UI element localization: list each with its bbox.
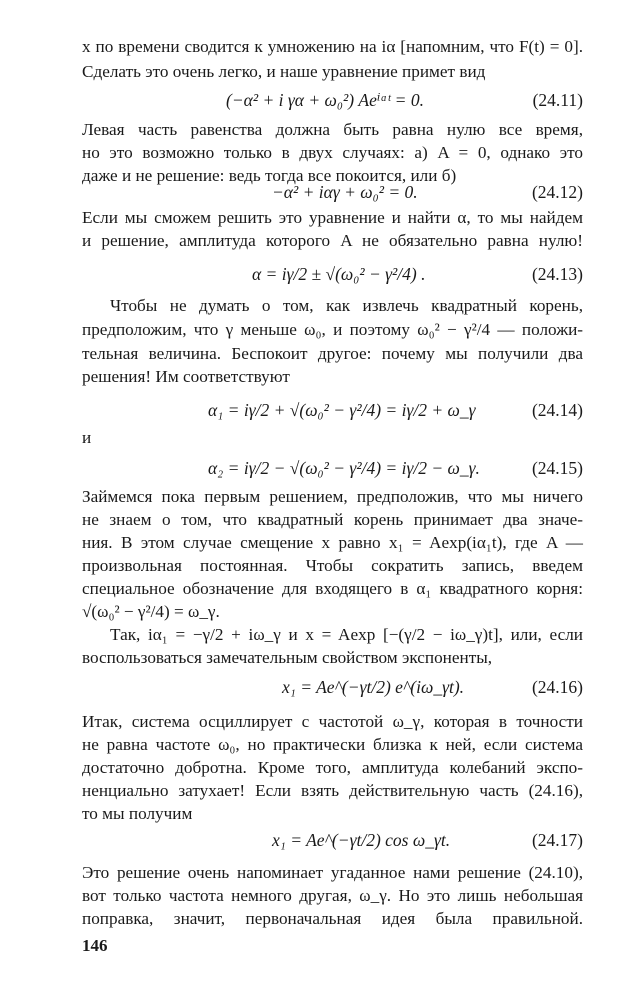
text-line: не знаем о том, что квадратный корень принимает два значе- — [82, 510, 583, 529]
text-line: Чтобы не думать о том, как извлечь квадратный корень, — [110, 296, 583, 315]
text-line: ния. В этом случае смещение x равно x₁ = Aexp(iα₁t), где A — — [82, 533, 583, 552]
equation-formula: α₂ = iγ/2 − √(ω₀² − γ²/4) = iγ/2 − ω_γ. — [208, 458, 480, 478]
equation-formula: (−α² + i γα + ω₀²) Aeⁱᵅᵗ = 0. — [226, 90, 424, 110]
text-line: тельная величина. Беспокоит другое: почему мы получили два — [82, 344, 583, 363]
equation-formula: x₁ = Ae^(−γt/2) cos ω_γt. — [272, 830, 451, 850]
equation-number: (24.16) — [531, 677, 583, 697]
text-line: то мы получим — [82, 804, 193, 823]
text-line: но это возможно только в двух случаях: а) A = 0, однако это — [82, 143, 583, 162]
equation-number: (24.17) — [531, 830, 583, 850]
text-line: и решение, амплитуда которого A не обязательно равна нулю! — [82, 231, 583, 250]
text-line: решения! Им соответствуют — [82, 367, 290, 386]
text-line: достаточно добротна. Кроме того, амплитуда колебаний экспо- — [82, 758, 583, 777]
text-line: даже и не решение: ведь тогда все покоится, или б) — [82, 166, 457, 185]
text-line: Это решение очень напоминает угаданное нами решение (24.10), — [82, 863, 583, 882]
equation-number: (24.15) — [531, 458, 583, 478]
page-number: 146 — [82, 936, 108, 955]
text-line: √(ω₀² − γ²/4) = ω_γ. — [82, 602, 220, 621]
text-line: предположим, что γ меньше ω₀, и поэтому ω₀² − γ²/4 — положи- — [82, 320, 583, 339]
text-line: Сделать это очень легко, и наше уравнение примет вид — [82, 62, 486, 81]
text-line: вот только частота немного другая, ω_γ. Но это лишь небольшая — [82, 886, 583, 905]
text-line: не равна частоте ω₀, но практически близка к ней, если система — [82, 735, 583, 754]
equation-number: (24.14) — [531, 400, 583, 420]
equation-formula: α₁ = iγ/2 + √(ω₀² − γ²/4) = iγ/2 + ω_γ — [208, 400, 476, 420]
text-line: Если мы сможем решить это уравнение и найти α, то мы найдем — [82, 208, 583, 227]
equation-formula: x₁ = Ae^(−γt/2) e^(iω_γt). — [282, 677, 465, 697]
text-line: поправка, значит, первоначальная идея была правильной. — [82, 909, 583, 928]
text-line: произвольная постоянная. Чтобы сократить запись, введем — [82, 556, 583, 575]
equation-formula: α = iγ/2 ± √(ω₀² − γ²/4) . — [252, 264, 426, 284]
text-line: специальное обозначение для входящего в α₁ квадратного корня: — [82, 579, 583, 598]
text-line: x по времени сводится к умножению на iα [напомним, что F(t) = 0]. — [82, 37, 583, 56]
equation-number: (24.12) — [531, 182, 583, 202]
equation-formula: −α² + iαγ + ω₀² = 0. — [272, 182, 418, 202]
text-line: Так, iα₁ = −γ/2 + iω_γ и x = Aexp [−(γ/2 − iω_γ)t], или, если — [110, 625, 583, 644]
equation-number: (24.11) — [532, 90, 583, 110]
text-line: Левая часть равенства должна быть равна нулю все время, — [82, 120, 583, 139]
text-line: воспользоваться замечательным свойством экспоненты, — [82, 648, 493, 667]
text-line: Займемся пока первым решением, предположив, что мы ничего — [82, 487, 583, 506]
equation-number: (24.13) — [531, 264, 583, 284]
text-line: и — [82, 428, 92, 447]
text-line: ненциально затухает! Если взять действительную часть (24.16), — [82, 781, 583, 800]
text-line: Итак, система осциллирует с частотой ω_γ, которая в точности — [82, 712, 583, 731]
